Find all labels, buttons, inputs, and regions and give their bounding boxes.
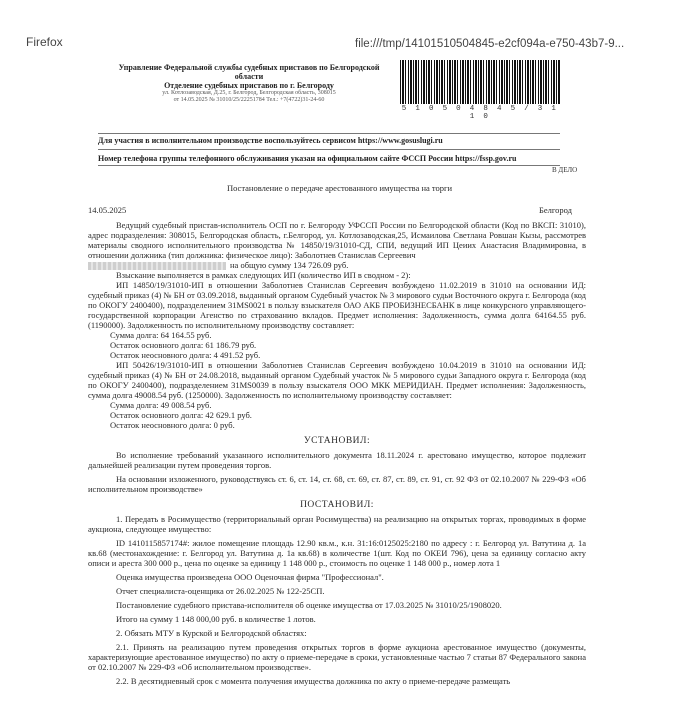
property-item: ID 1410115857174#: жилое помещение площадь 12.90 кв.м., к.н. 31:16:0125025:2180 по адресу : г. Белгород ул. Ватутина д. 1а кв.68 (местонахождение: г. Белгород ул. Ватутина д. 1а кв.68) в количестве 1(шт. Код по ОКЕИ 796), цена за единицу согласно акту описи и ареста 300 000 р., цена по оценке за единицу 1 148 000 р., стоимость по оценке 1 148 000 р., номер лота 1 bbox=[88, 538, 586, 569]
valuation-line: Оценка имущества произведена ООО Оценочная фирма "Профессионал". bbox=[116, 572, 384, 583]
ip1-main: Остаток основного долга: 61 186.79 руб. bbox=[110, 340, 257, 351]
section1: 1. Передать в Росимущество (территориальный орган Росимущества) на реализацию на открытых торгах, проводимых в форме аукциона, следующее имущество: bbox=[88, 514, 586, 535]
barcode-number: 5 1 0 5 0 4 8 4 5 / 3 1 1 0 bbox=[401, 105, 559, 121]
file-url[interactable]: file:///tmp/14101510504845-e2cf094a-e750-43b7-9... bbox=[355, 38, 625, 50]
divider bbox=[98, 133, 560, 134]
resolution-line: Постановление судебного пристава-исполнителя об оценке имущества от 17.03.2025 № 31010/25/1908020. bbox=[116, 600, 502, 611]
total-line: Итого на сумму 1 148 000,00 руб. в количестве 1 лотов. bbox=[116, 614, 316, 625]
ustanovil-heading: УСТАНОВИЛ: bbox=[303, 436, 371, 447]
divider bbox=[98, 165, 560, 166]
header-reg: от 14.05.2025 № 31010/25/22251784 Тел.: +7(4722)31-24-60 bbox=[173, 97, 325, 103]
header-line1: Управление Федеральной службы судебных приставов по Белгородской bbox=[118, 63, 380, 72]
ip-count: Взыскание выполняется в рамках следующих ИП (количество ИП в сводном - 2): bbox=[116, 270, 411, 281]
browser-name: Firefox bbox=[26, 35, 63, 49]
ip2-main: Остаток основного долга: 42 629.1 руб. bbox=[110, 410, 252, 421]
barcode bbox=[400, 60, 560, 121]
ip1-paragraph: ИП 14850/19/31010-ИП в отношении Заболотнев Станислав Сергеевич возбуждено 11.02.2019 в 31010 на основании ИД: судебный приказ (4) № БН от 03.09.2018, выданный органом Судебный участок № 3 мирового судьи Восточного округа г. Белгорода (код по ОКОГУ 2400400), подразделением 31МS0021 в пользу взыскателя ОАО АКБ ПРОБИЗНЕСБАНК в лице конкурсного управляющего-государственной корпорации Агенство по страхованию вкладов. Предмет исполнения: Задолженность, сумма долга 64164.55 руб. (1190000). Задолженность по исполнительному производству составляет: bbox=[88, 280, 586, 331]
document-body bbox=[88, 220, 586, 686]
section2: 2. Обязать МТУ в Курской и Белгородской областях: bbox=[116, 628, 307, 639]
header-line3: Отделение судебных приставов по г. Белгороду bbox=[164, 81, 334, 90]
report-line: Отчет специалиста-оценщика от 26.02.2025 № 122-25СП. bbox=[116, 586, 325, 597]
document-date: 14.05.2025 bbox=[88, 205, 127, 215]
intro-paragraph: Ведущий судебный пристав-исполнитель ОСП по г. Белгороду УФССП России по Белгородской области (Код по ВКСП: 31010), адрес подразделения: 308015, Белгородская область, г.Белгород, ул. Котлозаводская,25, Исмаилова Светлана Ровшан Кызы, рассмотрев материалы сводного исполнительного производства № 14850/19/31010-СД, СПИ, ведущий ИП Цеиих Анастасия Владимировна, в отношении должника (тип должника: физическое лицо): Заболотнев Станислав Сергеевич bbox=[88, 220, 586, 260]
document-city: Белгород bbox=[539, 205, 572, 215]
barcode-image bbox=[400, 60, 560, 104]
ip2-sum: Сумма долга: 49 008.54 руб. bbox=[110, 400, 212, 411]
phone-line: Номер телефона группы телефонного обслуживания указан на официальном сайте ФССП России https://fssp.gov.ru bbox=[98, 154, 517, 163]
redacted-text bbox=[88, 262, 226, 270]
ip2-nonmain: Остаток неосновного долга: 0 руб. bbox=[110, 420, 235, 431]
ustanovil-p2: На основании изложенного, руководствуясь ст. 6, ст. 14, ст. 68, ст. 69, ст. 87, ст. 89, ст. 91, ст. 92 ФЗ от 02.10.2007 № 229-ФЗ «Об исполнительном производстве» bbox=[88, 474, 586, 495]
postanovil-heading: ПОСТАНОВИЛ: bbox=[300, 500, 374, 511]
divider bbox=[98, 149, 560, 150]
document-title: Постановление о передаче арестованного имущества на торги bbox=[226, 183, 453, 193]
ip2-paragraph: ИП 50426/19/31010-ИП в отношении Заболотнев Станислав Сергеевич возбуждено 10.04.2019 в 31010 на основании ИД: судебный приказ (4) № БН от 24.08.2018, выданный органом Судебный участок № 5 мирового судьи Западного округа г. Белгорода (код по ОКОГУ 2400400), подразделением 31МS0039 в пользу взыскателя ООО МКК МЕРИДИАН. Предмет исполнения: Задолженность, сумма долга 49008.54 руб. (1250000). Задолженность по исполнительному производству составляет: bbox=[88, 360, 586, 401]
section2-2: 2.2. В десятидневный срок с момента получения имущества должника по акту о приеме-передаче размещать bbox=[116, 676, 511, 687]
ustanovil-p1: Во исполнение требований указанного исполнительного документа 18.11.2024 г. арестовано имущество, которое подлежит дальнейшей реализации путем проведения торгов. bbox=[88, 450, 586, 471]
authority-header bbox=[104, 63, 394, 104]
v-delo-stamp: В ДЕЛО bbox=[552, 166, 578, 174]
total-sum: на общую сумму 134 726.09 руб. bbox=[230, 260, 349, 270]
ip1-nonmain: Остаток неосновного долга: 4 491.52 руб. bbox=[110, 350, 261, 361]
header-address: ул. Котлозаводская, Д.25, г. Белгород, Белгородская область, 308015 bbox=[162, 90, 336, 96]
ip1-sum: Сумма долга: 64 164.55 руб. bbox=[110, 330, 212, 341]
section2-1: 2.1. Принять на реализацию путем проведения открытых торгов в форме аукциона арестованное имущество (документы, характеризующие арестованное имущество) по акту о приеме-передаче в сроки, установленные частью 7 статьи 87 Федерального закона от 02.10.2007 № 229-ФЗ «Об исполнительном производстве». bbox=[88, 642, 586, 673]
gosuslugi-line: Для участия в исполнительном производстве воспользуйтесь сервисом https://www.gosuslugi.ru bbox=[98, 136, 443, 145]
header-line2: области bbox=[234, 72, 264, 81]
